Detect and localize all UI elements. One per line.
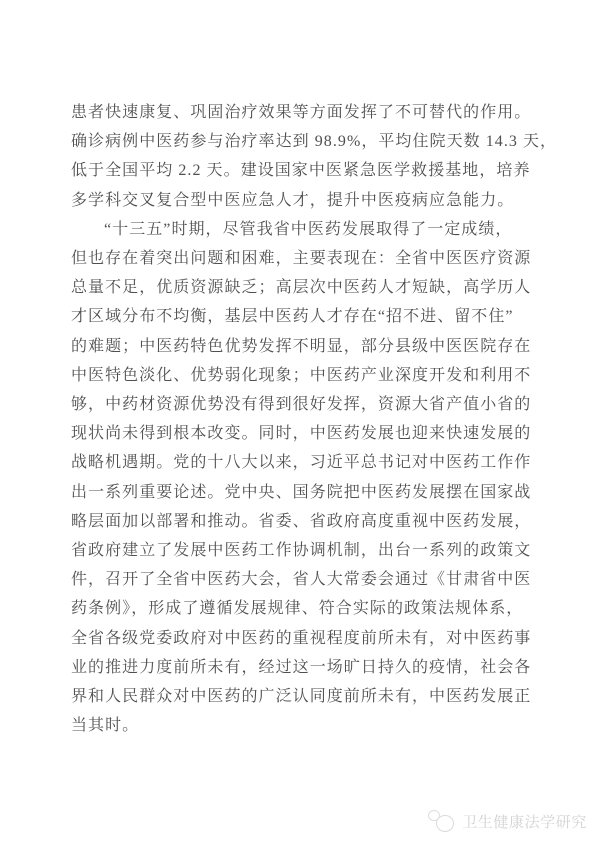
text-line: 省政府建立了发展中医药工作协调机制，出台一系列的政策文	[71, 542, 532, 560]
watermark	[428, 808, 587, 834]
text-line: 低于全国平均 2.2 天。建设国家中医紧急医学救援基地，培养	[71, 162, 531, 180]
text-line: 多学科交叉复合型中医应急人才，提升中医疫病应急能力。	[71, 191, 515, 209]
text-line: 略层面加以部署和推动。省委、省政府高度重视中医药发展，	[71, 512, 532, 530]
text-line: 全省各级党委政府对中医药的重视程度前所未有，对中医药事	[71, 629, 532, 647]
text-line: 但也存在着突出问题和困难，主要表现在：全省中医医疗资源	[71, 250, 532, 268]
text-line: 的难题；中医药特色优势发挥不明显，部分县级中医医院存在	[71, 337, 532, 355]
text-line: 业的推进力度前所未有，经过这一场旷日持久的疫情，社会各	[71, 658, 532, 676]
text-line: 战略机遇期。党的十八大以来，习近平总书记对中医药工作作	[71, 454, 532, 472]
text-line: 当其时。	[71, 717, 140, 735]
document-body	[71, 98, 558, 740]
text-line: 出一系列重要论述。党中央、国务院把中医药发展摆在国家战	[71, 483, 532, 501]
text-line: 总量不足，优质资源缺乏；高层次中医药人才短缺，高学历人	[71, 279, 532, 297]
publisher-logo-icon	[428, 809, 455, 833]
text-line-paragraph-start: “十三五”时期，尽管我省中医药发展取得了一定成绩，	[104, 220, 513, 238]
watermark-text: 卫生健康法学研究	[462, 814, 587, 831]
text-line: 才区域分布不均衡，基层中医药人才存在“招不进、留不住”	[71, 308, 514, 326]
text-line: 界和人民群众对中医药的广泛认同度前所未有，中医药发展正	[71, 688, 532, 706]
text-line: 患者快速康复、巩固治疗效果等方面发挥了不可替代的作用。	[71, 104, 532, 121]
text-line: 现状尚未得到根本改变。同时，中医药发展也迎来快速发展的	[71, 425, 532, 443]
text-line: 中医特色淡化、优势弱化现象；中医药产业深度开发和利用不	[71, 366, 532, 384]
text-line: 确诊病例中医药参与治疗率达到 98.9%，平均住院天数 14.3 天，	[71, 133, 558, 151]
text-line: 件，召开了全省中医药大会，省人大常委会通过《甘肃省中医	[71, 571, 532, 589]
text-line: 药条例》，形成了遵循发展规律、符合实际的政策法规体系，	[71, 600, 524, 618]
text-line: 够，中药材资源优势没有得到很好发挥，资源大省产值小省的	[71, 396, 532, 414]
